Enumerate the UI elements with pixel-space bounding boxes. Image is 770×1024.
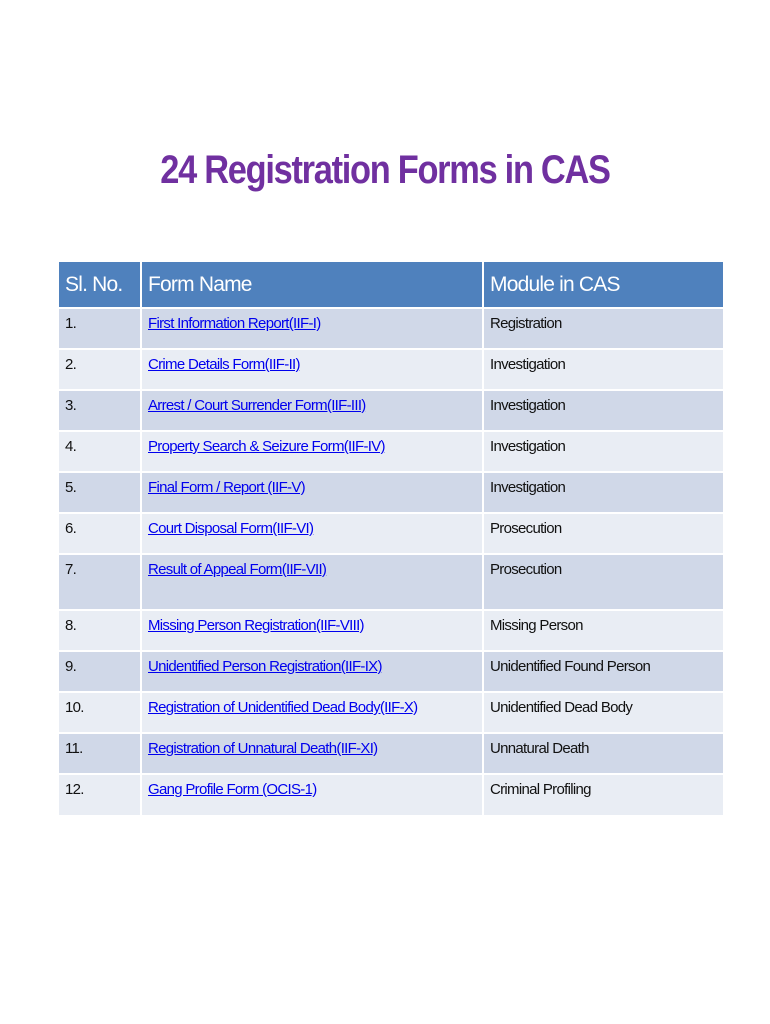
table-row	[59, 513, 723, 554]
sl-no-cell: 5.	[59, 472, 141, 513]
form-name-cell	[141, 349, 483, 390]
sl-no-cell: 12.	[59, 774, 141, 815]
module-cell: Registration	[483, 308, 723, 349]
table-row	[59, 733, 723, 774]
module-cell: Prosecution	[483, 513, 723, 554]
form-name-cell	[141, 733, 483, 774]
form-link[interactable]: Registration of Unnatural Death(IIF-XI)	[148, 740, 378, 757]
table-row	[59, 349, 723, 390]
module-cell: Criminal Profiling	[483, 774, 723, 815]
table-row	[59, 651, 723, 692]
sl-no-cell: 8.	[59, 610, 141, 651]
form-link[interactable]: Gang Profile Form (OCIS-1)	[148, 781, 317, 798]
page-title: 24 Registration Forms in CAS	[160, 148, 610, 192]
form-link[interactable]: Result of Appeal Form(IIF-VII)	[148, 561, 327, 578]
sl-no-cell: 4.	[59, 431, 141, 472]
form-link[interactable]: Property Search & Seizure Form(IIF-IV)	[148, 438, 385, 455]
sl-no-cell: 7.	[59, 554, 141, 610]
table-header-row	[59, 262, 723, 308]
form-link[interactable]: Arrest / Court Surrender Form(IIF-III)	[148, 397, 366, 414]
form-name-cell	[141, 651, 483, 692]
form-name-cell	[141, 513, 483, 554]
table-row	[59, 610, 723, 651]
header-module: Module in CAS	[483, 262, 723, 308]
module-cell: Unidentified Found Person	[483, 651, 723, 692]
sl-no-cell: 10.	[59, 692, 141, 733]
module-cell: Missing Person	[483, 610, 723, 651]
header-sl-no: Sl. No.	[59, 262, 141, 308]
table-row	[59, 554, 723, 610]
form-name-cell	[141, 308, 483, 349]
sl-no-cell: 1.	[59, 308, 141, 349]
module-cell: Investigation	[483, 390, 723, 431]
table-row	[59, 308, 723, 349]
table-row	[59, 774, 723, 815]
sl-no-cell: 11.	[59, 733, 141, 774]
form-link[interactable]: Final Form / Report (IIF-V)	[148, 479, 305, 496]
table-row	[59, 431, 723, 472]
form-link[interactable]: Registration of Unidentified Dead Body(IIF-X)	[148, 699, 418, 716]
table-row	[59, 472, 723, 513]
form-name-cell	[141, 472, 483, 513]
form-name-cell	[141, 431, 483, 472]
sl-no-cell: 9.	[59, 651, 141, 692]
registration-forms-table	[59, 262, 723, 815]
module-cell: Prosecution	[483, 554, 723, 610]
sl-no-cell: 2.	[59, 349, 141, 390]
form-link[interactable]: First Information Report(IIF-I)	[148, 315, 321, 332]
form-name-cell	[141, 390, 483, 431]
form-name-cell	[141, 554, 483, 610]
sl-no-cell: 6.	[59, 513, 141, 554]
form-link[interactable]: Court Disposal Form(IIF-VI)	[148, 520, 314, 537]
form-link[interactable]: Crime Details Form(IIF-II)	[148, 356, 300, 373]
module-cell: Investigation	[483, 472, 723, 513]
table-row	[59, 390, 723, 431]
module-cell: Investigation	[483, 349, 723, 390]
module-cell: Unnatural Death	[483, 733, 723, 774]
form-name-cell	[141, 692, 483, 733]
form-name-cell	[141, 610, 483, 651]
module-cell: Unidentified Dead Body	[483, 692, 723, 733]
form-link[interactable]: Missing Person Registration(IIF-VIII)	[148, 617, 364, 634]
table-row	[59, 692, 723, 733]
form-link[interactable]: Unidentified Person Registration(IIF-IX)	[148, 658, 382, 675]
sl-no-cell: 3.	[59, 390, 141, 431]
header-form-name: Form Name	[141, 262, 483, 308]
module-cell: Investigation	[483, 431, 723, 472]
form-name-cell	[141, 774, 483, 815]
